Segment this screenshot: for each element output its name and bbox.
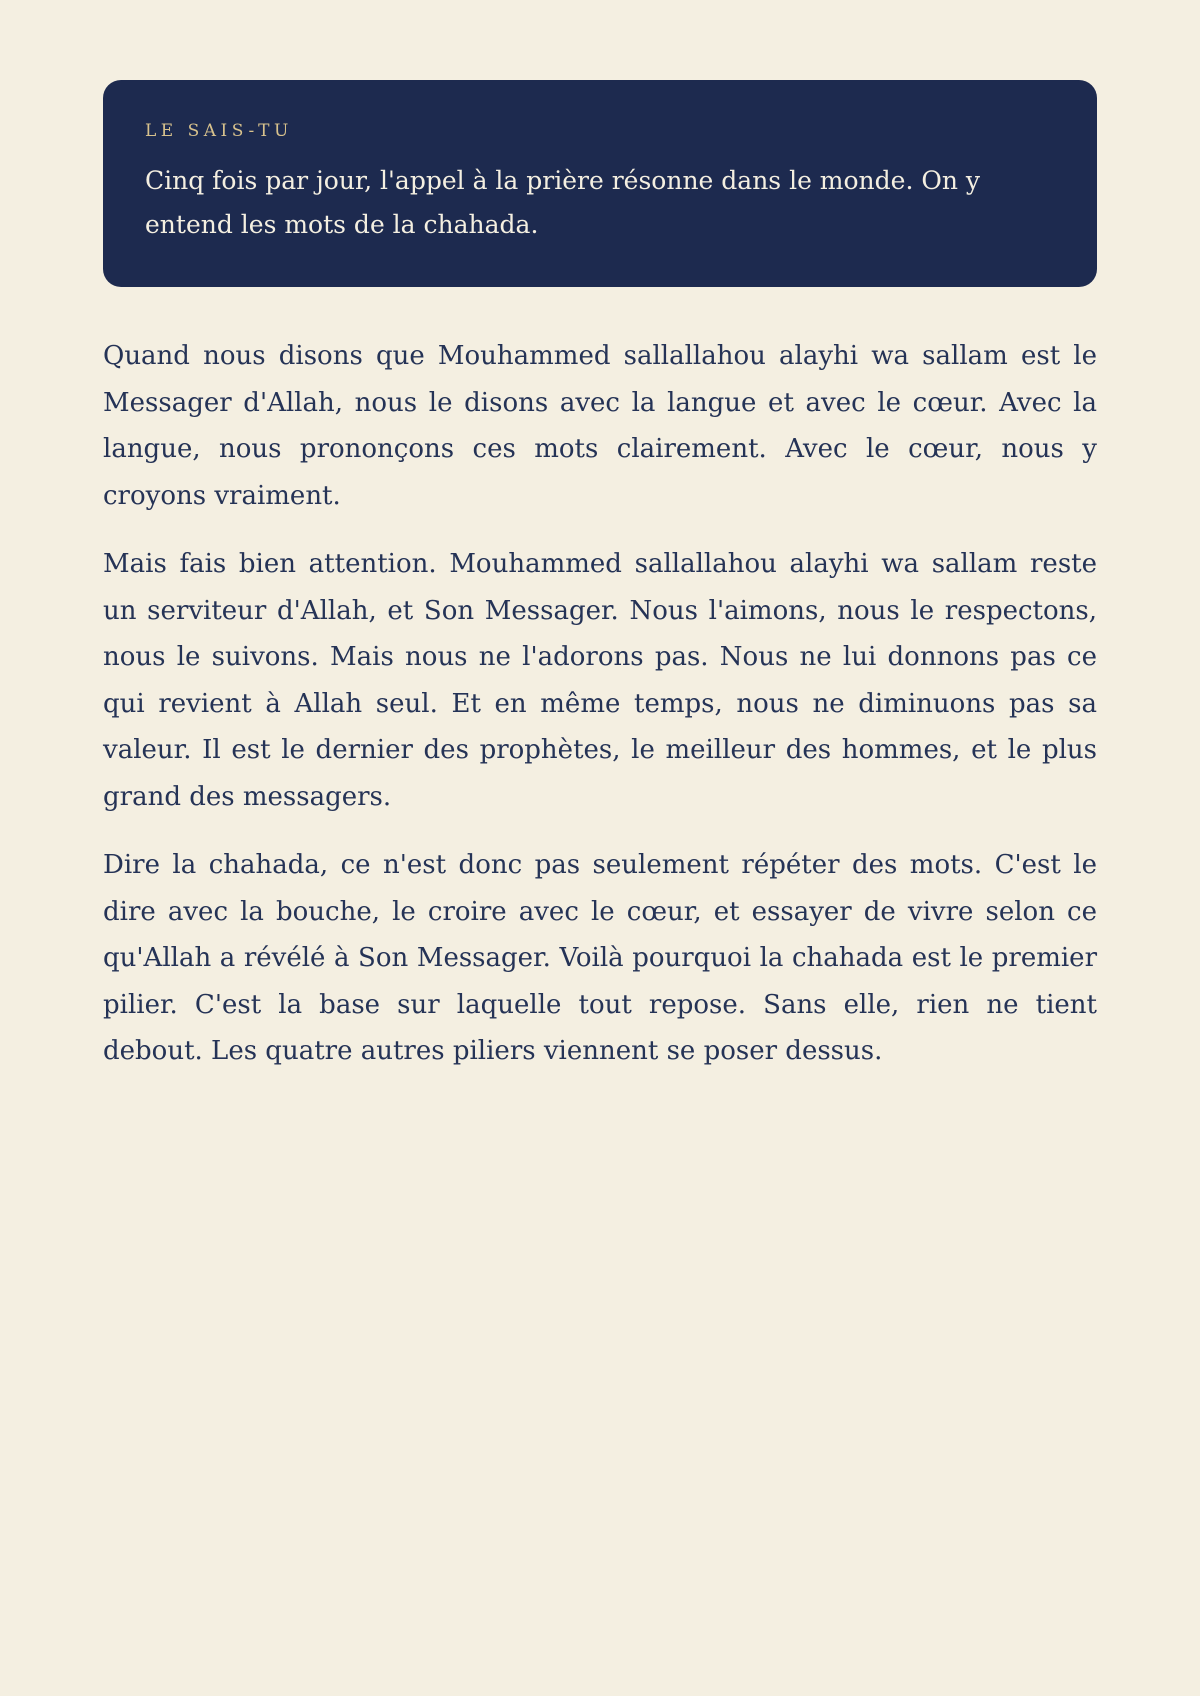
callout-label: LE SAIS-TU: [145, 121, 293, 141]
callout-text: Cinq fois par jour, l'appel à la prière résonne dans le monde. On y entend les mots de la chahada.: [145, 166, 981, 239]
paragraph-servant: Mais fais bien attention. Mouhammed sallallahou alayhi wa sallam reste un serviteur d'Allah, et Son Messager. Nous l'aimons, nous le respectons, nous le suivons. Mais nous ne l'adorons pas. Nous ne lui donnons pas ce qui revient à Allah seul. Et en même temps, nous ne diminuons pas sa valeur. Il est le dernier des prophètes, le meilleur des hommes, et le plus grand des messagers.: [103, 549, 1097, 812]
paragraph-messenger: Quand nous disons que Mouhammed sallallahou alayhi wa sallam est le Messager d'Allah, nous le disons avec la langue et avec le cœur. Avec la langue, nous prononçons ces mots clairement. Avec le cœur, nous y croyons vraiment.: [103, 341, 1097, 511]
page-content: [103, 80, 1097, 1097]
paragraph-first-pillar: Dire la chahada, ce n'est donc pas seulement répéter des mots. C'est le dire avec la bouche, le croire avec le cœur, et essayer de vivre selon ce qu'Allah a révélé à Son Messager. Voilà pourquoi la chahada est le premier pilier. C'est la base sur laquelle tout repose. Sans elle, rien ne tient debout. Les quatre autres piliers viennent se poser dessus.: [103, 850, 1097, 1066]
did-you-know-callout: [103, 80, 1097, 287]
body-text: [103, 333, 1097, 1075]
